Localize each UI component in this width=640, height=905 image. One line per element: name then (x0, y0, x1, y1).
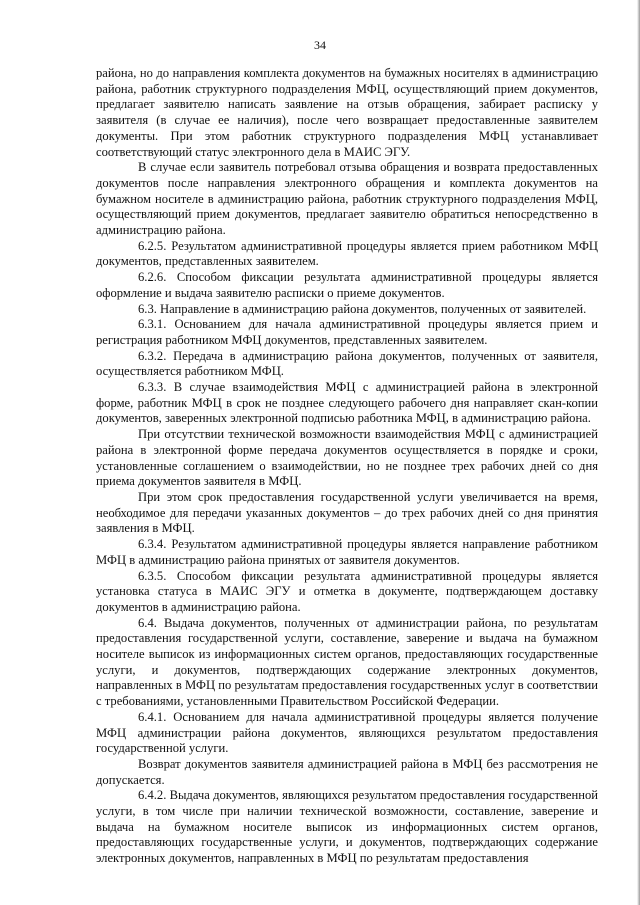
paragraph-1: района, но до направления комплекта документов на бумажных носителях в администрацию района, работник структурного подразделения МФЦ, осуществляющий прием документов, предлагает заявителю написать заявление на отзыв обращения, забирает расписку у заявителя (в случае ее наличия), после чего возвращает предоставленные заявителем документы. При этом работник структурного подразделения МФЦ устанавливает соответствующий статус электронного дела в МАИС ЭГУ. (96, 66, 598, 159)
page-number: 34 (314, 38, 326, 52)
paragraph-16: 6.4.2. Выдача документов, являющихся результатом предоставления государственной услуги, в том числе при наличии технической возможности, составление, заверение и выдача на бумажном носителе выписок из информационных систем органов, предоставляющих государственные услуги, и документов, подтверждающих содержание электронных документов, направленных в МФЦ по результатам предоставления (96, 788, 598, 866)
paragraph-11: 6.3.4. Результатом административной процедуры является направление работником МФЦ в администрацию района принятых от заявителя документов. (96, 537, 598, 567)
paragraph-7: 6.3.2. Передача в администрацию района документов, полученных от заявителя, осуществляется работником МФЦ. (96, 348, 598, 379)
paragraph-9: При отсутствии технической возможности взаимодействия МФЦ с администрацией района в электронной форме передача документов осуществляется в порядке и сроки, установленные соглашением о взаимодействии, но не позднее трех рабочих дней со дня приема документов заявителя в МФЦ. (96, 427, 598, 489)
paragraph-4: 6.2.6. Способом фиксации результата административной процедуры является оформление и выдача заявителю расписки о приеме документов. (96, 270, 598, 300)
paragraph-12: 6.3.5. Способом фиксации результата административной процедуры является установка статуса в МАИС ЭГУ и отметка в документе, подтверждающем доставку документов в администрацию района. (96, 568, 598, 614)
paragraph-6: 6.3.1. Основанием для начала административной процедуры является прием и регистрация работником МФЦ документов, представленных заявителем. (96, 317, 598, 347)
paragraph-15: Возврат документов заявителя администрацией района в МФЦ без рассмотрения не допускается. (96, 756, 598, 787)
paragraph-3: 6.2.5. Результатом административной процедуры является прием работником МФЦ документов, представленных заявителем. (96, 238, 598, 269)
paragraph-5: 6.3. Направление в администрацию района документов, полученных от заявителей. (138, 301, 587, 316)
paragraph-8: 6.3.3. В случае взаимодействия МФЦ с администрацией района в электронной форме, работник МФЦ в срок не позднее следующего рабочего дня направляет скан-копии документов, заверенных электронной подписью работника МФЦ, в администрацию района. (96, 380, 598, 426)
paragraph-14: 6.4.1. Основанием для начала административной процедуры является получение МФЦ администрации района документов, являющихся результатом предоставления государственной услуги. (96, 709, 598, 756)
paragraph-13: 6.4. Выдача документов, полученных от администрации района, по результатам предоставления государственной услуги, составление, заверение и выдача на бумажном носителе выписок из информационных систем органов, предоставляющих государственные услуги, и документов, подтверждающих содержание электронных документов, направленных в МФЦ по результатам предоставления государственных услуг в соответствии с требованиями, установленными Правительством Российской Федерации. (96, 615, 598, 709)
paragraph-10: При этом срок предоставления государственной услуги увеличивается на время, необходимое для передачи указанных документов – до трех рабочих дней со дня принятия заявления в МФЦ. (96, 489, 598, 536)
paragraph-2: В случае если заявитель потребовал отзыва обращения и возврата предоставленных документов после направления электронного обращения и комплекта документов на бумажном носителе в администрацию района, работник структурного подразделения МФЦ, осуществляющий прием документов, предлагает заявителю обратиться непосредственно в администрацию района. (96, 160, 598, 238)
body-text (96, 66, 598, 867)
